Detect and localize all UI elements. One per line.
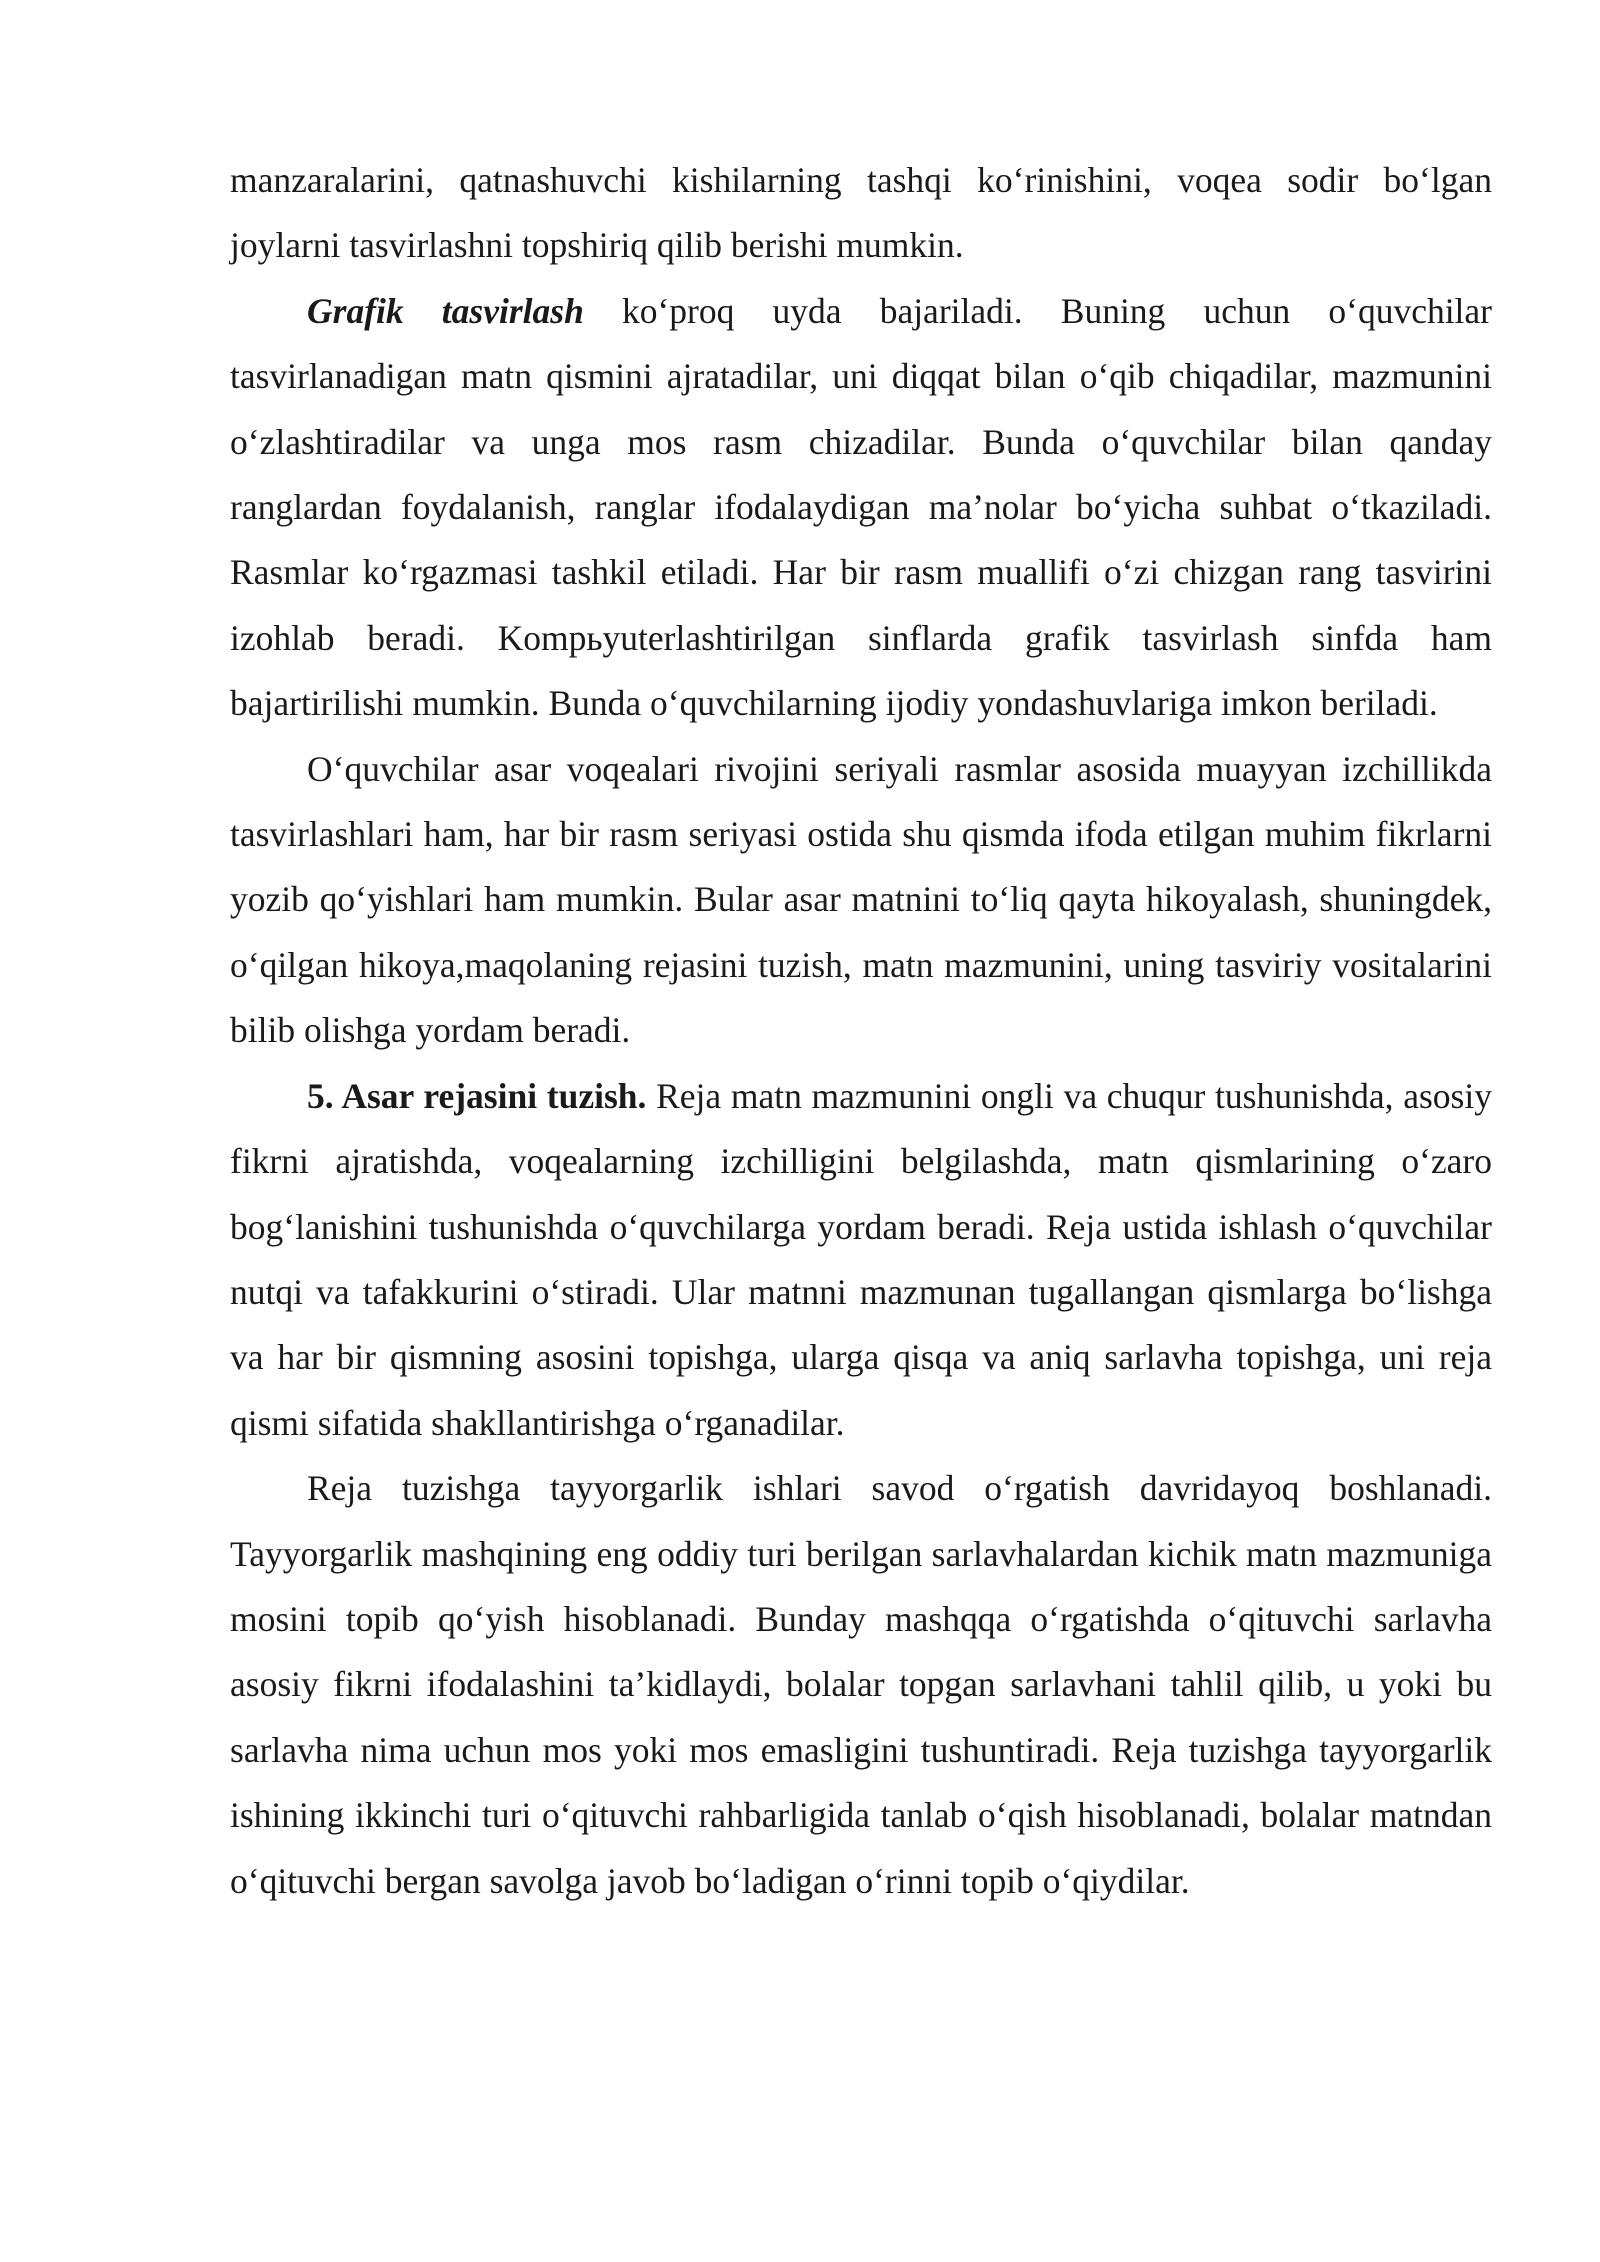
paragraph-text: Reja matn mazmunini ongli va chuqur tushunishda, asosiy fikrni ajratishda, voqealarning izchilligini belgilashda, matn qismlarining o‘zaro bog‘lanishini tushunishda o‘quvchilarga yordam beradi. Reja ustida ishlash o‘quvchilar nutqi va tafakkurini o‘stiradi. Ular matnni mazmunan tugallangan qismlarga bo‘lishga va har bir qismning asosini topishga, ularga qisqa va aniq sarlavha topishga, uni reja qismi sifatida shakllantirishga o‘rganadilar. bbox=[230, 1075, 1492, 1443]
paragraph-series-drawings bbox=[230, 737, 1492, 1064]
paragraph-text: manzaralarini, qatnashuvchi kishilarning tashqi ko‘rinishini, voqea sodir bo‘lgan joylarni tasvirlashni topshiriq qilib berishi mumkin. bbox=[230, 160, 1492, 266]
paragraph-continuation bbox=[230, 148, 1492, 279]
paragraph-plan-preparation bbox=[230, 1456, 1492, 1914]
paragraph-text: ko‘proq uyda bajariladi. Buning uchun o‘quvchilar tasvirlanadigan matn qismini ajratadilar, uni diqqat bilan o‘qib chiqadilar, mazmunini o‘zlashtiradilar va unga mos rasm chizadilar. Bunda o‘quvchilar bilan qanday ranglardan foydalanish, ranglar ifodalaydigan ma’nolar bo‘yicha suhbat o‘tkaziladi. Rasmlar ko‘rgazmasi tashkil etiladi. Har bir rasm muallifi o‘zi chizgan rang tasvirini izohlab beradi. Kompьyuterlashtirilgan sinflarda grafik tasvirlash sinfda ham bajartirilishi mumkin. Bunda o‘quvchilarning ijodiy yondashuvlariga imkon beriladi. bbox=[230, 290, 1493, 724]
paragraph-text: Reja tuzishga tayyorgarlik ishlari savod o‘rgatish davridayoq boshlanadi. Tayyorgarlik mashqining eng oddiy turi berilgan sarlavhalardan kichik matn mazmuniga mosini topib qo‘yish hisoblanadi. Bunday mashqqa o‘rgatishda o‘qituvchi sarlavha asosiy fikrni ifodalashini ta’kidlaydi, bolalar topgan sarlavhani tahlil qilib, u yoki bu sarlavha nima uchun mos yoki mos emasligini tushuntiradi. Reja tuzishga tayyorgarlik ishining ikkinchi turi o‘qituvchi rahbarligida tanlab o‘qish hisoblanadi, bolalar matndan o‘qituvchi bergan savolga javob bo‘ladigan o‘rinni topib o‘qiydilar. bbox=[230, 1468, 1492, 1901]
section-heading-asar-rejasini-tuzish: 5. Asar rejasini tuzish. bbox=[307, 1075, 647, 1116]
paragraph-plan-section bbox=[230, 1064, 1492, 1456]
document-body bbox=[230, 148, 1492, 1914]
term-grafik-tasvirlash: Grafik tasvirlash bbox=[307, 290, 584, 331]
paragraph-graphic-description bbox=[230, 279, 1492, 737]
paragraph-text: O‘quvchilar asar voqealari rivojini seriyali rasmlar asosida muayyan izchillikda tasvirlashlari ham, har bir rasm seriyasi ostida shu qismda ifoda etilgan muhim fikrlarni yozib qo‘yishlari ham mumkin. Bular asar matnini to‘liq qayta hikoyalash, shuningdek, o‘qilgan hikoya,maqolaning rejasini tuzish, matn mazmunini, uning tasviriy vositalarini bilib olishga yordam beradi. bbox=[230, 748, 1492, 1051]
